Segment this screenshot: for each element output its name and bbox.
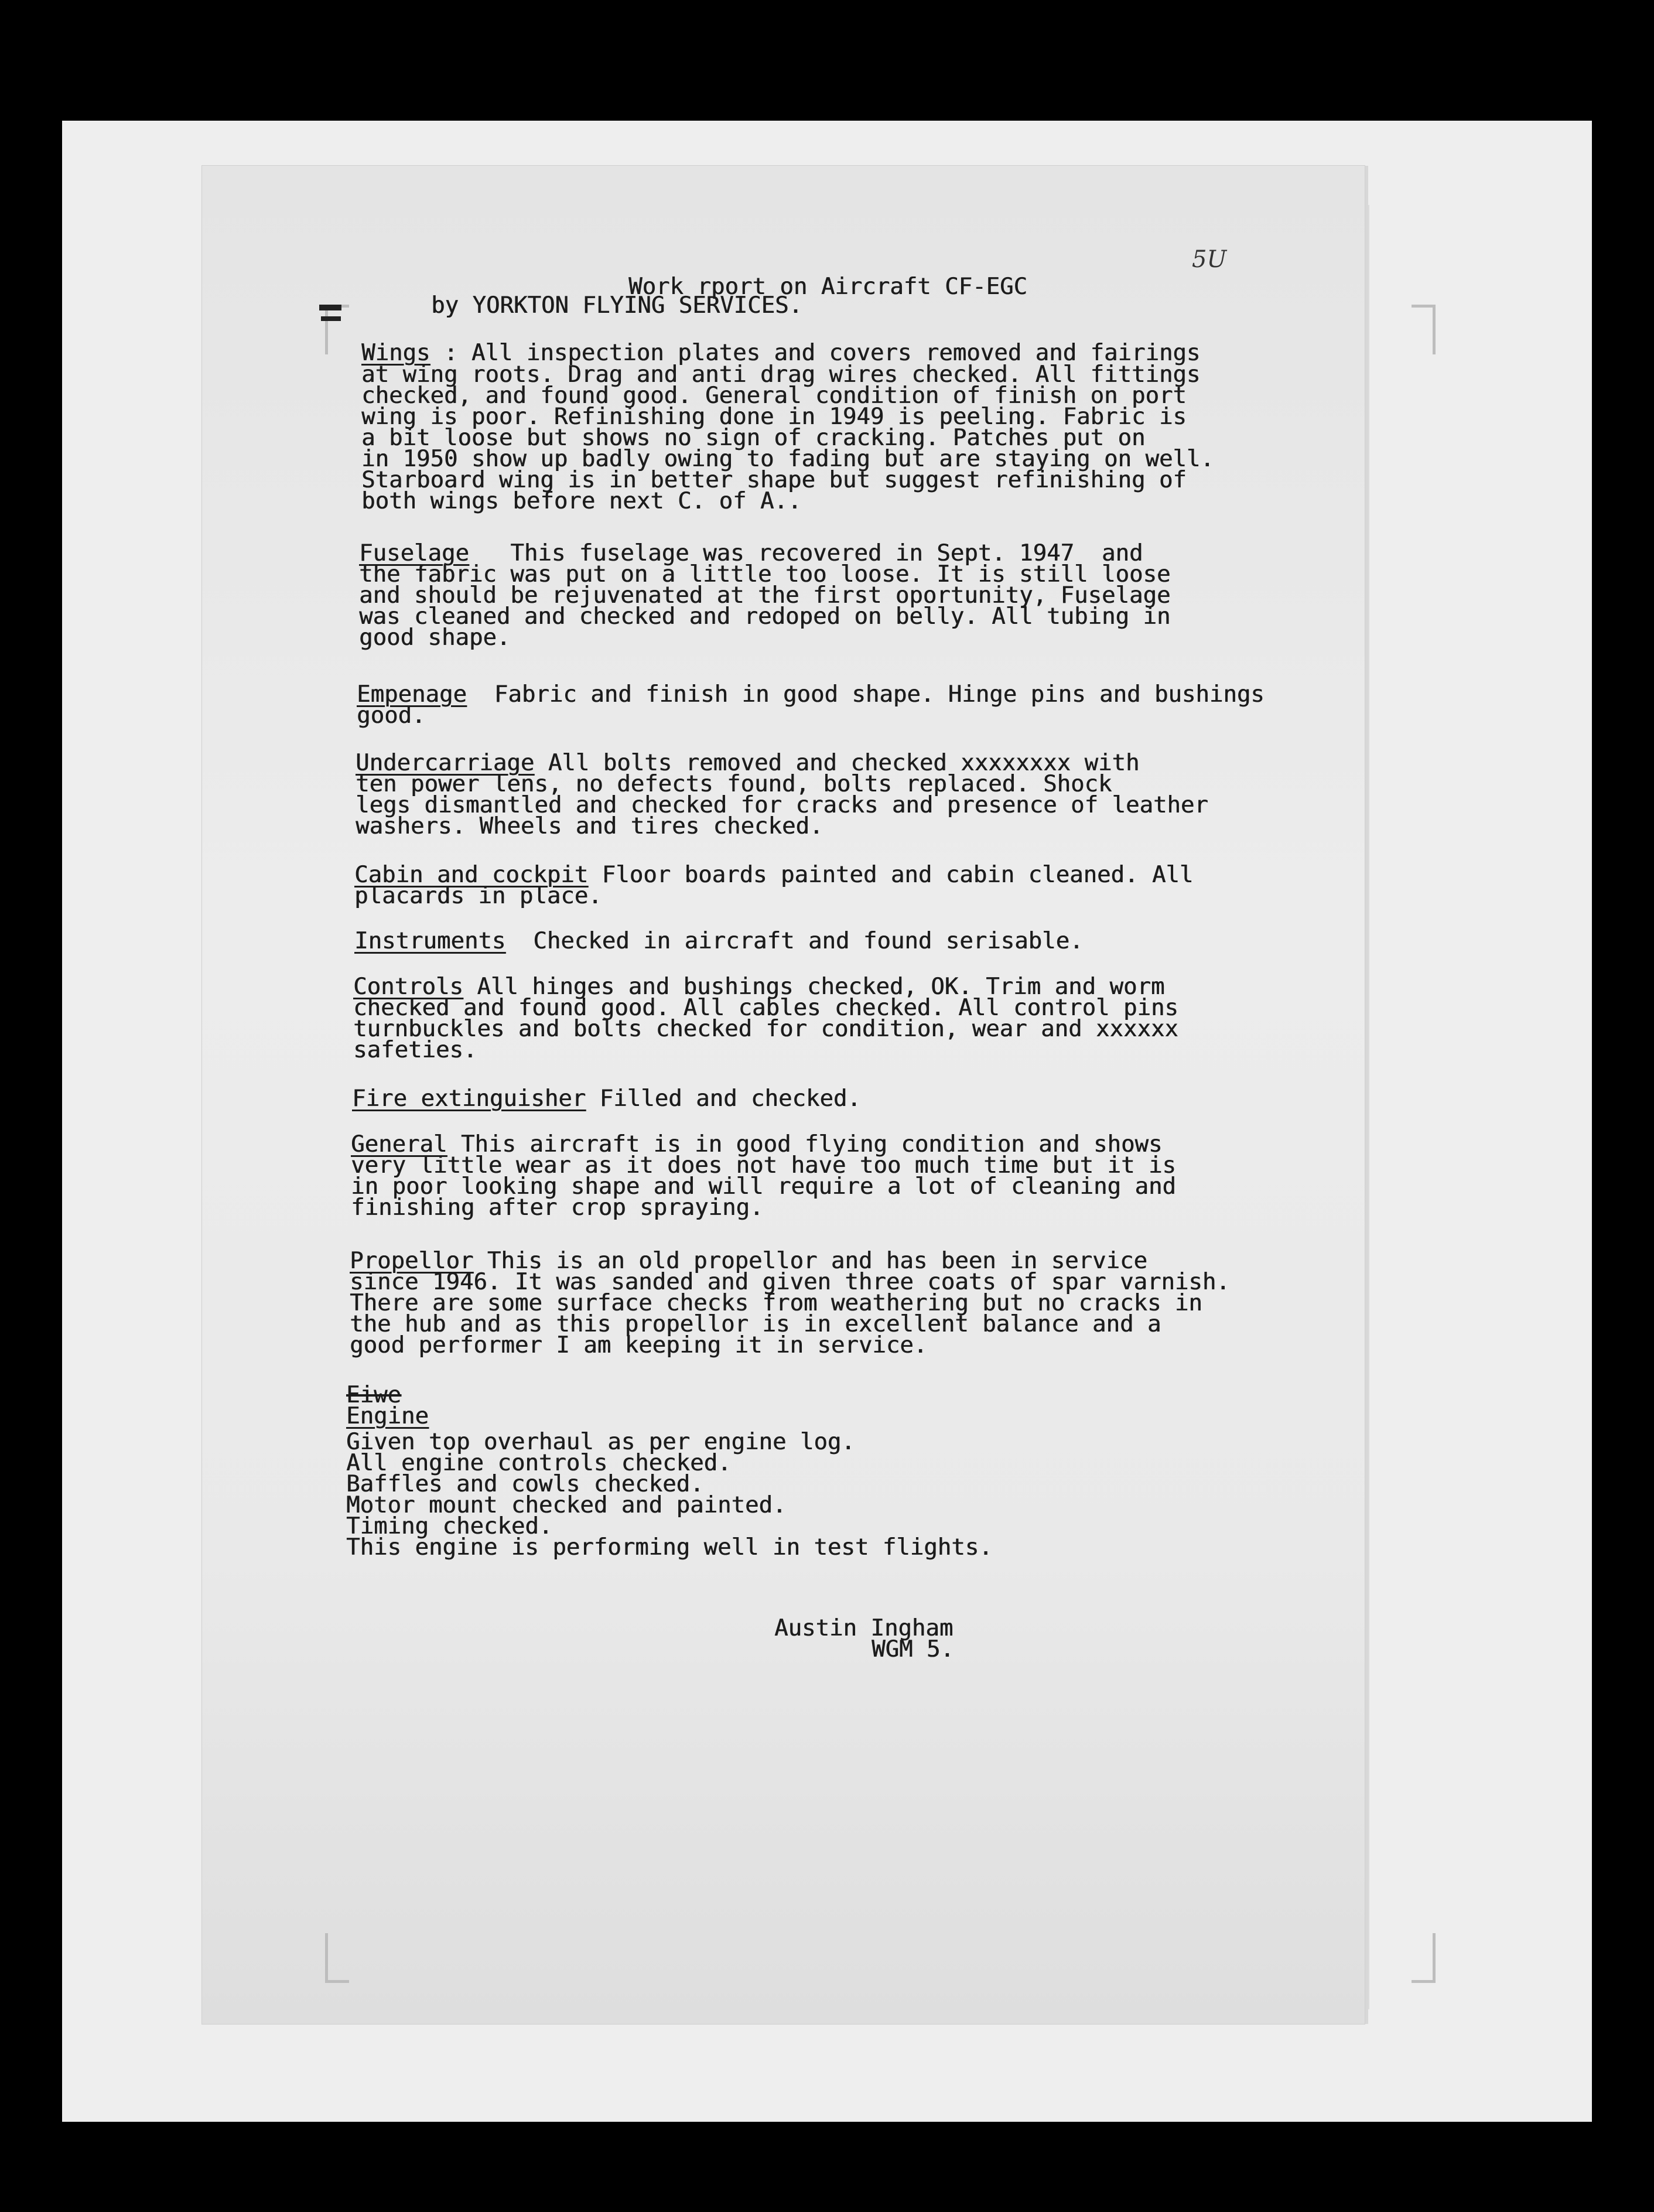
wings-line: both wings before next C. of A.. [361,488,802,514]
controls-line: turnbuckles and bolts checked for condition, wear and xxxxxx [353,1016,1178,1042]
controls-line: checked and found good. All cables checked. All control pins [353,995,1178,1021]
propellor-line: good performer I am keeping it in service. [350,1332,928,1358]
controls-first-line: Controls All hinges and bushings checked, OK. Trim and worm [353,974,1165,1000]
crop-mark-bottom-left [325,1933,349,1983]
general-first-line: General This aircraft is in good flying condition and shows [351,1131,1163,1158]
propellor-line: the hub and as this propellor is in excellent balance and a [350,1311,1161,1337]
instruments-heading: Instruments [354,928,506,954]
undercarriage-line: washers. Wheels and tires checked. [356,813,823,839]
page-number: 5U [1192,246,1227,273]
struck-out-word: Eiwe [346,1382,401,1408]
propellor-line: since 1946. It was sanded and given three coats of spar varnish. [350,1269,1230,1295]
wings-line: in 1950 show up badly owing to fading but are staying on well. [361,446,1214,472]
wings-first-line: Wings : All inspection plates and covers removed and fairings [361,340,1201,366]
propellor-heading: Propellor [350,1248,474,1274]
fuselage-heading: Fuselage [359,540,469,566]
undercarriage-first-line: Undercarriage All bolts removed and checked xxxxxxxx with [356,750,1140,776]
margin-mark [321,316,341,321]
engine-line: Baffles and cowls checked. [346,1471,704,1497]
fuselage-line: good shape. [359,624,511,651]
cabin-line: placards in place. [354,883,602,909]
undercarriage-line: legs dismantled and checked for cracks and presence of leather [356,792,1208,818]
cabin-first-line: Cabin and cockpit Floor boards painted and cabin cleaned. All [354,862,1194,888]
general-heading: General [351,1131,447,1158]
instruments-line: Instruments Checked in aircraft and found serisable. [354,928,1084,954]
wings-line: at wing roots. Drag and anti drag wires checked. All fittings [361,361,1201,388]
general-line: in poor looking shape and will require a lot of cleaning and [351,1173,1176,1200]
engine-line: All engine controls checked. [346,1450,732,1476]
propellor-line: There are some surface checks from weathering but no cracks in [350,1290,1202,1316]
crop-mark-bottom-right [1412,1933,1436,1983]
fire-extinguisher-line: Fire extinguisher Filled and checked. [352,1085,861,1112]
engine-line: This engine is performing well in test flights. [346,1534,993,1561]
wings-line: Starboard wing is in better shape but suggest refinishing of [361,467,1187,493]
wings-heading: Wings [361,340,430,366]
signature-name: Austin Ingham [774,1615,954,1641]
wings-line: wing is poor. Refinishing done in 1949 is peeling. Fabric is [361,404,1187,430]
engine-line: Given top overhaul as per engine log. [346,1429,855,1455]
crop-mark-top-right [1412,305,1436,354]
wings-line: a bit loose but shows no sign of cracking. Patches put on [361,425,1146,451]
general-line: finishing after crop spraying. [351,1194,764,1221]
wings-line: checked, and found good. General condition of finish on port [361,383,1187,409]
report-subtitle: by YORKTON FLYING SERVICES. [431,292,802,319]
fuselage-line: the fabric was put on a little too loose. It is still loose [359,561,1171,588]
propellor-first-line: Propellor This is an old propellor and has been in service [350,1248,1147,1274]
empenage-heading: Empenage [357,681,467,708]
report-title: Work rport on Aircraft CF-EGC [628,274,1027,300]
controls-heading: Controls [353,974,463,1000]
fuselage-line: was cleaned and checked and redoped on belly. All tubing in [359,603,1171,630]
controls-line: safeties. [353,1037,477,1063]
engine-line: Timing checked. [346,1513,553,1539]
crop-mark-top-left [325,305,349,354]
fuselage-line: and should be rejuvenated at the first oportunity, Fuselage [359,582,1171,609]
signature-title: WGM 5. [872,1636,954,1663]
undercarriage-line: ten power lens, no defects found, bolts replaced. Shock [356,771,1112,797]
cabin-heading: Cabin and cockpit [354,862,589,888]
empenage-line: good. [357,702,426,729]
engine-line: Motor mount checked and painted. [346,1492,787,1518]
margin-mark [319,305,341,310]
empenage-first-line: Empenage Fabric and finish in good shape. Hinge pins and bushings [357,681,1265,708]
fuselage-first-line: Fuselage This fuselage was recovered in Sept. 1947 and [359,540,1143,566]
general-line: very little wear as it does not have too much time but it is [351,1152,1176,1179]
fire-extinguisher-heading: Fire extinguisher [352,1085,586,1112]
engine-heading: Engine [346,1403,429,1429]
undercarriage-heading: Undercarriage [356,750,535,776]
